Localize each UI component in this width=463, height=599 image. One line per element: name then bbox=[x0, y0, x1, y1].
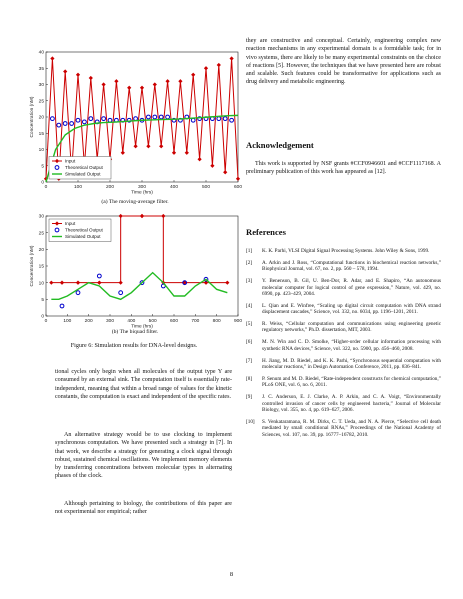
figure-a-caption: (a) The moving-average filter. bbox=[101, 199, 169, 205]
right-paragraph: they are constructive and conceptual. Certainly, engineering complex new reaction mechanisms in any experimental domain is a formidable task; for in vivo systems, there are likely to be many experimental constraints on the choice of reactions [5]. However, the techniques that we have presented here are robust and scalable. Such features could be transformative for applications such as drug delivery and metabolic engineering. bbox=[246, 38, 441, 86]
y-tick-label: 0 bbox=[41, 180, 44, 186]
y-tick-label: 0 bbox=[41, 314, 44, 320]
y-tick-label: 15 bbox=[38, 264, 44, 270]
y-tick-label: 10 bbox=[38, 281, 44, 287]
reference-number: [6] bbox=[246, 339, 253, 346]
y-axis-label: Concentration (nM) bbox=[30, 96, 35, 138]
x-tick-label: 400 bbox=[127, 319, 136, 324]
x-axis-label: Time (hrs) bbox=[131, 190, 153, 196]
figure-a bbox=[24, 46, 242, 198]
x-tick-label: 900 bbox=[233, 319, 243, 324]
x-axis-label: Time (hrs) bbox=[131, 324, 153, 330]
x-tick-label: 700 bbox=[191, 319, 200, 324]
x-tick-label: 200 bbox=[84, 319, 93, 324]
x-tick-label: 500 bbox=[201, 185, 211, 190]
y-tick-label: 5 bbox=[41, 164, 44, 170]
x-tick-label: 400 bbox=[169, 185, 179, 190]
reference-number: [2] bbox=[246, 259, 253, 266]
reference-text: H. Jiang, M. D. Riedel, and K. K. Parhi, “Synchronous sequential computation with molecular reactions,” in Design Automation Conference, 2011, pp. 836–841. bbox=[262, 357, 441, 371]
left-paragraph-2: An alternative strategy would be to use clocking to implement synchronous computation. We have presented such a strategy in [7]. In that work, we describe a strategy for generating a clock signal through robust, sustained chemical oscillations. We implement memory elements by transferring concentrations between molecular types in alternating phases of the clock. bbox=[55, 432, 232, 480]
y-tick-label: 5 bbox=[41, 298, 44, 304]
legend-label: Input bbox=[65, 158, 76, 164]
legend-label: Theoretical Output bbox=[65, 227, 103, 233]
legend-label: Simulated Output bbox=[65, 234, 101, 240]
reference-number: [10] bbox=[246, 418, 255, 425]
reference-number: [3] bbox=[246, 278, 253, 285]
legend-label: Simulated Output bbox=[65, 171, 101, 177]
acknowledgement-heading: Acknowledgement bbox=[246, 140, 314, 150]
x-tick-label: 500 bbox=[148, 319, 157, 324]
reference-item bbox=[246, 376, 441, 389]
x-tick-label: 200 bbox=[105, 185, 115, 190]
y-tick-label: 15 bbox=[38, 131, 44, 137]
reference-text: S. Venkataramana, R. M. Dirks, C. T. Ueda, and N. A. Pierce, “Selective cell death mediated by small conditional RNAs,” Proceedings of the National Academy of Sciences, vol. 107, no. 39, pp. 16777–16782, 2010. bbox=[262, 418, 441, 438]
x-tick-label: 300 bbox=[105, 319, 115, 324]
left-paragraph-1: tional cycles only begin when all molecules of the output type Y are consumed by an external sink. The computation itself is essentially rate-independent, meaning that within a broad range of values for the kinetic constants, the computation is exact and independent of the specific rates. bbox=[55, 369, 232, 400]
reference-item bbox=[246, 321, 441, 334]
x-tick-label: 100 bbox=[63, 319, 72, 324]
y-tick-label: 20 bbox=[38, 248, 44, 254]
left-paragraph-3: Although pertaining to biology, the contributions of this paper are not experimental nor empirical; rather bbox=[55, 501, 232, 516]
reference-text: M. N. Win and C. D. Smolke, “Higher-order cellular information processing with synthetic RNA devices,” Science, vol. 322, no. 5900, pp. 456–460, 2008. bbox=[262, 339, 441, 352]
x-tick-label: 0 bbox=[44, 185, 48, 190]
page-number: 8 bbox=[229, 571, 234, 578]
legend-label: Theoretical Output bbox=[65, 165, 103, 171]
y-tick-label: 35 bbox=[38, 66, 44, 72]
reference-number: [4] bbox=[246, 302, 253, 309]
reference-number: [5] bbox=[246, 321, 253, 328]
x-tick-label: 300 bbox=[137, 185, 147, 190]
y-tick-label: 10 bbox=[38, 148, 44, 154]
x-tick-label: 600 bbox=[169, 319, 179, 324]
y-tick-label: 25 bbox=[38, 231, 44, 237]
figure-b bbox=[24, 212, 242, 332]
acknowledgement-text: This work is supported by NSF grants #CCF0946601 and #CCF1117168. A preliminary publication of this work has appeared as [12]. bbox=[246, 161, 441, 176]
y-tick-label: 20 bbox=[38, 115, 44, 121]
reference-text: A. Arkin and J. Ross, “Computational functions in biochemical reaction networks,” Biophysical Journal, vol. 67, no. 2, pp. 560 – 578, 1994. bbox=[262, 259, 441, 273]
reference-item bbox=[246, 358, 441, 371]
reference-item bbox=[246, 278, 441, 297]
x-tick-label: 800 bbox=[212, 319, 221, 324]
reference-text: R. Weiss, “Cellular computation and communications using engineering genetic regulatory networks,” Ph.D. dissertation, MIT, 2003. bbox=[262, 321, 441, 334]
reference-item bbox=[246, 260, 441, 273]
x-tick-label: 100 bbox=[73, 185, 83, 190]
x-tick-label: 0 bbox=[44, 319, 48, 324]
reference-number: [9] bbox=[246, 394, 253, 401]
reference-text: P. Senum and M. D. Riedel, “Rate-independent constructs for chemical computation,” PLoS ONE, vol. 6, no. 6, 2011. bbox=[262, 375, 441, 389]
y-tick-label: 30 bbox=[38, 83, 44, 89]
y-tick-label: 40 bbox=[38, 50, 44, 56]
moving-average-chart bbox=[24, 46, 242, 198]
reference-item bbox=[246, 248, 441, 254]
reference-number: [7] bbox=[246, 357, 253, 364]
reference-item bbox=[246, 339, 441, 352]
y-tick-label: 30 bbox=[38, 214, 44, 220]
reference-item bbox=[246, 419, 441, 438]
reference-text: Y. Benenson, B. Gil, U. Ben-Dor, R. Adar, and E. Shapiro, “An autonomous molecular computer for logical control of gene expression,” Nature, vol. 429, no. 6990, pp. 423–429, 2004. bbox=[262, 278, 441, 297]
x-tick-label: 600 bbox=[233, 185, 243, 190]
reference-text: J. C. Anderson, E. J. Clarke, A. P. Arkin, and C. A. Voigt, “Environmentally controlled invasion of cancer cells by engineered bacteria,” Journal of Molecular Biology, vol. 355, no. 4, pp. 619–627, 2006. bbox=[262, 394, 441, 413]
reference-number: [1] bbox=[246, 248, 253, 254]
reference-text: L. Qian and E. Winfree, “Scaling up digital circuit computation with DNA strand displacement cascades,” Science, vol. 332, no. 6034, pp. 1196–1201, 2011. bbox=[262, 302, 441, 316]
reference-item bbox=[246, 303, 441, 316]
figure-caption: Figure 6: Simulation results for DNA-level designs. bbox=[70, 343, 198, 349]
reference-item bbox=[246, 394, 441, 413]
y-axis-label: Concentration (nM) bbox=[30, 245, 35, 287]
y-tick-label: 25 bbox=[38, 99, 44, 105]
figure-b-caption: (b) The biquad filter. bbox=[111, 329, 159, 335]
reference-text: K. K. Parhi, VLSI Digital Signal Processing Systems. John Wiley & Sons, 1999. bbox=[262, 248, 430, 254]
biquad-chart bbox=[24, 212, 242, 332]
reference-list bbox=[246, 248, 441, 444]
reference-number: [8] bbox=[246, 375, 253, 382]
references-heading: References bbox=[246, 227, 286, 237]
legend-label: Input bbox=[65, 221, 76, 227]
